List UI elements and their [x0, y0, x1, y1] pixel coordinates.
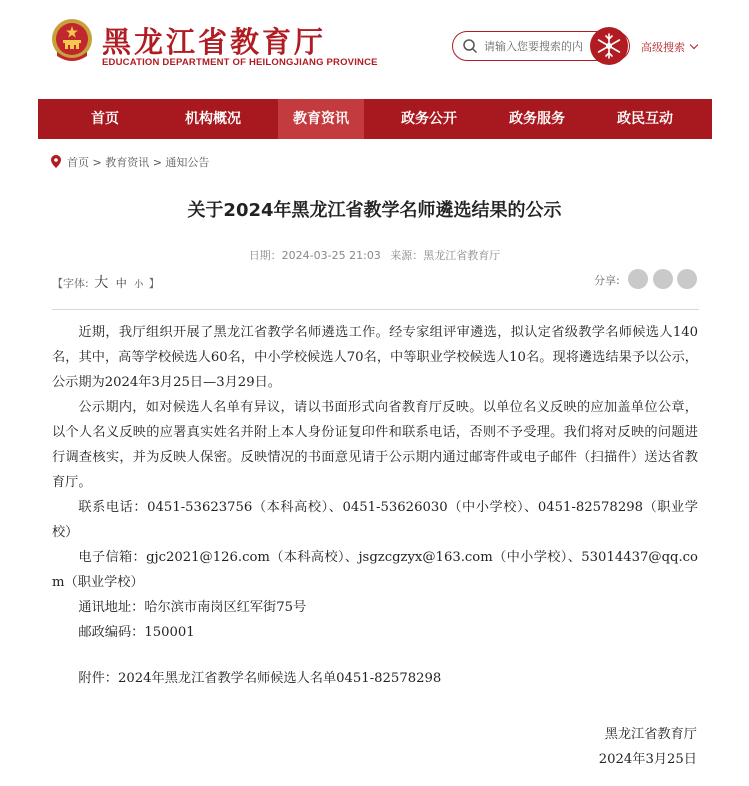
site-header [0, 0, 749, 96]
font-size-small-button[interactable]: 小 [134, 280, 144, 290]
font-size-medium-button[interactable]: 中 [115, 277, 127, 290]
site-subtitle: EDUCATION DEPARTMENT OF HEILONGJIANG PROVINCE [102, 57, 378, 68]
weibo-share-icon[interactable] [653, 269, 673, 289]
article-title: 关于2024年黑龙江省教学名师遴选结果的公示 [187, 200, 562, 221]
article-paragraph: 公示期内，如对候选人名单有异议，请以书面形式向省教育厅反映。以单位名义反映的应加盖单位公章，以个人名义反映的应署真实姓名并附上本人身份证复印件和联系电话，否则不予受理。我们将对反映的问题进行调查核实，并为反映人保密。反映情况的书面意见请于公示期内通过邮寄件或电子邮件（扫描件）送达省教育厅。 [52, 400, 698, 490]
nav-item-public-interaction[interactable]: 政民互动 [617, 111, 673, 127]
article-paragraph: 邮政编码：150001 [78, 625, 195, 640]
wechat-share-icon[interactable] [628, 269, 648, 289]
share-label: 分享: [594, 274, 620, 287]
share-bar [594, 268, 704, 290]
font-size-close-bracket: 】 [148, 277, 160, 290]
search-icon [462, 38, 478, 54]
attachment-link[interactable]: 附件：2024年黑龙江省教学名师候选人名单0451-82578298 [78, 671, 442, 686]
article-paragraph: 近期，我厅组织开展了黑龙江省教学名师遴选工作。经专家组评审遴选，拟认定省级教学名师候选人140名，其中，高等学校候选人60名，中小学校候选人70名，中等职业学校候选人10名。现将遴选结果予以公示，公示期为2024年3月25日—3月29日。 [52, 325, 698, 390]
article-paragraph: 通讯地址：哈尔滨市南岗区红军街75号 [78, 600, 307, 615]
font-size-large-button[interactable]: 大 [94, 275, 109, 291]
divider [52, 309, 699, 310]
snowflake-icon [590, 27, 628, 65]
signature-block [599, 722, 697, 772]
signature-date: 2024年3月25日 [598, 752, 697, 767]
breadcrumb [51, 154, 209, 170]
advanced-search-label: 高级搜索 [641, 41, 685, 54]
search-submit-button[interactable] [590, 27, 628, 65]
qzone-share-icon[interactable] [677, 269, 697, 289]
chevron-down-icon [690, 41, 698, 49]
article-paragraph: 联系电话：0451-53623756（本科高校）、0451-53626030（中小学校）、0451-82578298（职业学校） [52, 500, 698, 540]
signature-issuer: 黑龙江省教育厅 [604, 727, 697, 742]
site-title: 黑龙江省教育厅 [102, 25, 327, 59]
nav-item-government-affairs[interactable]: 政务公开 [401, 111, 457, 127]
article-source: 来源：黑龙江省教育厅 [390, 249, 501, 262]
national-emblem-icon [51, 18, 93, 64]
font-size-label: 【字体: [52, 277, 89, 290]
font-size-control [52, 272, 160, 292]
nav-item-home[interactable]: 首页 [91, 111, 119, 127]
nav-item-education-news[interactable]: 教育资讯 [278, 99, 364, 139]
main-nav [38, 99, 712, 139]
search-input[interactable] [484, 36, 596, 56]
advanced-search-link[interactable] [641, 39, 697, 55]
article-body [52, 320, 698, 691]
nav-item-organization[interactable]: 机构概况 [185, 111, 241, 127]
location-pin-icon [51, 155, 61, 168]
nav-item-government-services[interactable]: 政务服务 [509, 111, 565, 127]
article-paragraph: 电子信箱：gjc2021@126.com（本科高校）、jsgzcgzyx@163.com（中小学校）、53014437@qq.com（职业学校） [52, 550, 698, 590]
article-meta [0, 247, 749, 263]
article-date: 日期：2024-03-25 21:03 [248, 249, 381, 262]
breadcrumb-text[interactable]: 首页 > 教育资讯 > 通知公告 [67, 156, 210, 169]
